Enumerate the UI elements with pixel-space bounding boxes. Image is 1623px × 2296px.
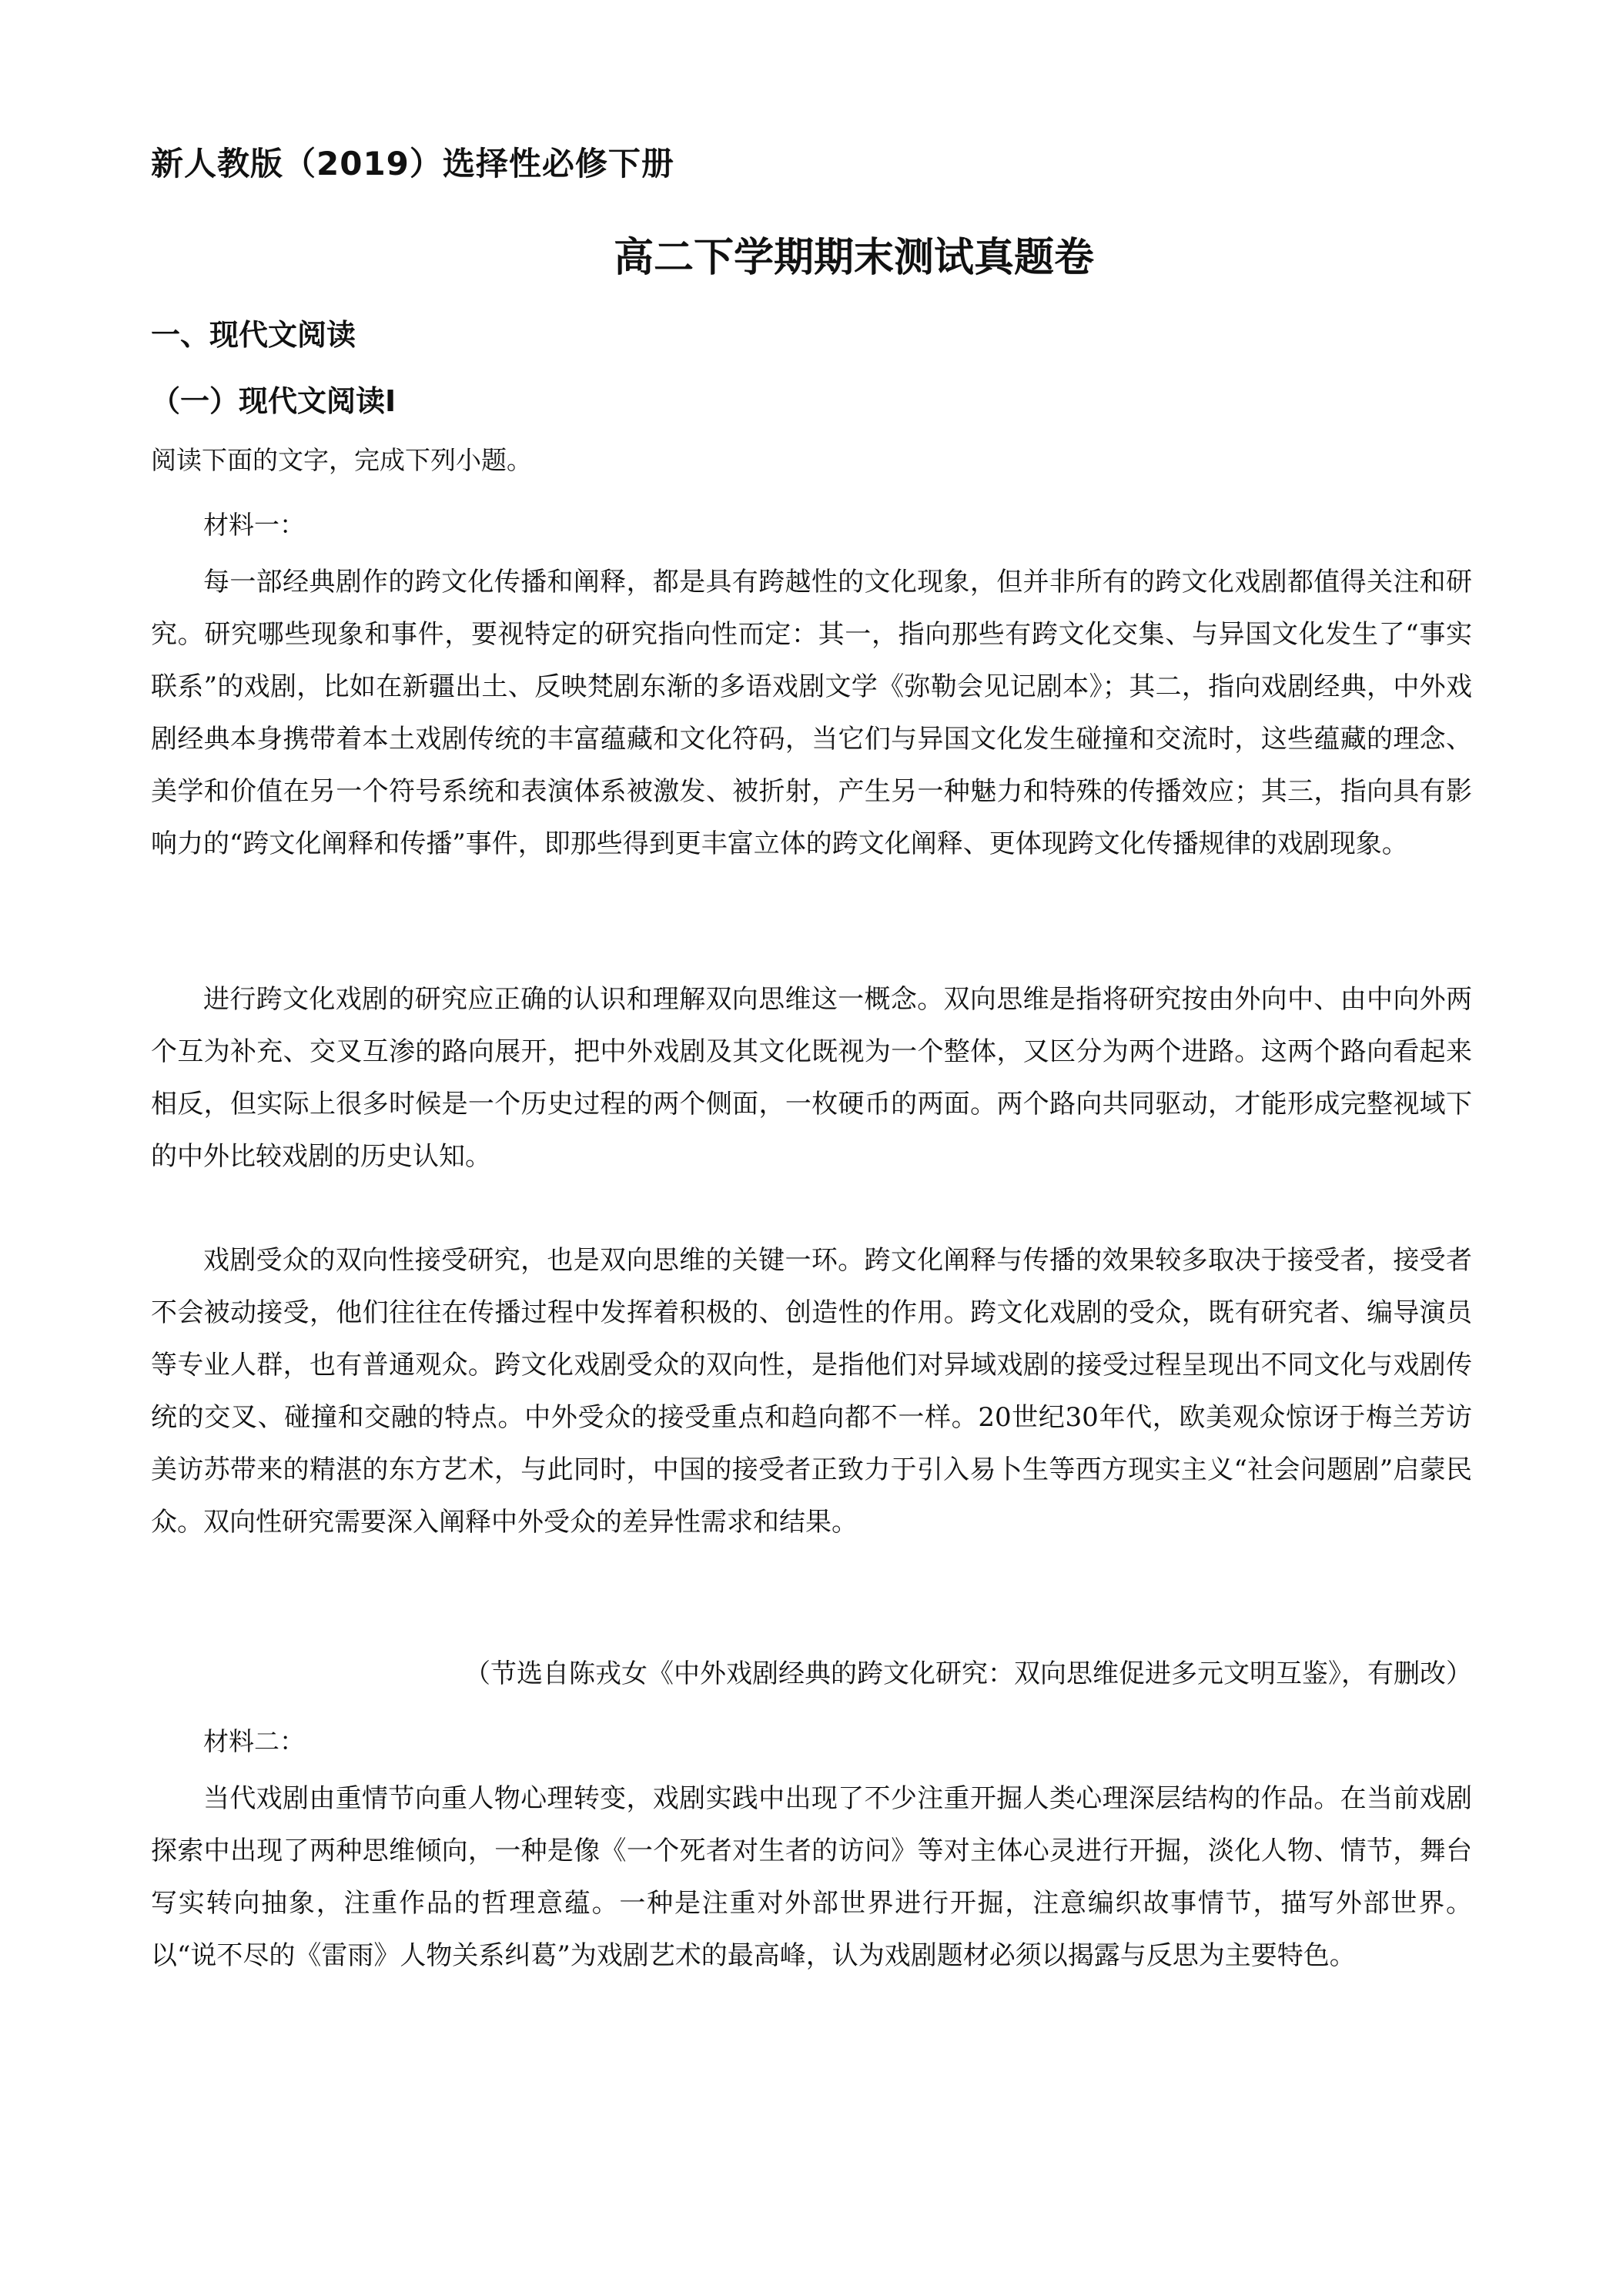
section-heading: 一、现代文阅读: [151, 318, 356, 352]
exam-title: 高二下学期期末测试真题卷: [613, 235, 1094, 281]
material-one-source: （节选自陈戎女《中外戏剧经典的跨文化研究：双向思维促进多元文明互鉴》，有删改）: [464, 1658, 1472, 1689]
material-one-paragraph-2: 进行跨文化戏剧的研究应正确的认识和理解双向思维这一概念。双向思维是指将研究按由外向中、由中向外两个互为补充、交叉互渗的路向展开，把中外戏剧及其文化既视为一个整体，又区分为两个进路。这两个路向看起来相反，但实际上很多时候是一个历史过程的两个侧面，一枚硬币的两面。两个路向共同驱动，才能形成完整视域下的中外比较戏剧的历史认知。: [151, 984, 1472, 1172]
material-two-label: 材料二：: [203, 1726, 305, 1756]
material-one-paragraph-3: 戏剧受众的双向性接受研究，也是双向思维的关键一环。跨文化阐释与传播的效果较多取决于接受者，接受者不会被动接受，他们往往在传播过程中发挥着积极的、创造性的作用。跨文化戏剧的受众，既有研究者、编导演员等专业人群，也有普通观众。跨文化戏剧受众的双向性，是指他们对异域戏剧的接受过程呈现出不同文化与戏剧传统的交叉、碰撞和交融的特点。中外受众的接受重点和趋向都不一样。20世纪30年代，欧美观众惊讶于梅兰芳访美访苏带来的精湛的东方艺术，与此同时，中国的接受者正致力于引入易卜生等西方现实主义“社会问题剧”启蒙民众。双向性研究需要深入阐释中外受众的差异性需求和结果。: [151, 1245, 1472, 1538]
series-title: 新人教版（2019）选择性必修下册: [151, 145, 674, 182]
material-one-paragraph-1: 每一部经典剧作的跨文化传播和阐释，都是具有跨越性的文化现象，但并非所有的跨文化戏剧都值得关注和研究。研究哪些现象和事件，要视特定的研究指向性而定：其一，指向那些有跨文化交集、与异国文化发生了“事实联系”的戏剧，比如在新疆出土、反映梵剧东渐的多语戏剧文学《弥勒会见记剧本》；其二，指向戏剧经典，中外戏剧经典本身携带着本土戏剧传统的丰富蕴藏和文化符码，当它们与异国文化发生碰撞和交流时，这些蕴藏的理念、美学和价值在另一个符号系统和表演体系被激发、被折射，产生另一种魅力和特殊的传播效应；其三，指向具有影响力的“跨文化阐释和传播”事件，即那些得到更丰富立体的跨文化阐释、更体现跨文化传播规律的戏剧现象。: [151, 567, 1472, 859]
reading-instruction: 阅读下面的文字，完成下列小题。: [151, 445, 532, 475]
material-one-label: 材料一：: [203, 510, 305, 540]
subsection-heading: （一）现代文阅读Ⅰ: [151, 384, 397, 418]
material-two-paragraph-1: 当代戏剧由重情节向重人物心理转变，戏剧实践中出现了不少注重开掘人类心理深层结构的作品。在当前戏剧探索中出现了两种思维倾向，一种是像《一个死者对生者的访问》等对主体心灵进行开掘，淡化人物、情节，舞台写实转向抽象，注重作品的哲理意蕴。一种是注重对外部世界进行开掘，注意编织故事情节，描写外部世界。以“说不尽的《雷雨》人物关系纠葛”为戏剧艺术的最高峰，认为戏剧题材必须以揭露与反思为主要特色。: [151, 1783, 1472, 1971]
